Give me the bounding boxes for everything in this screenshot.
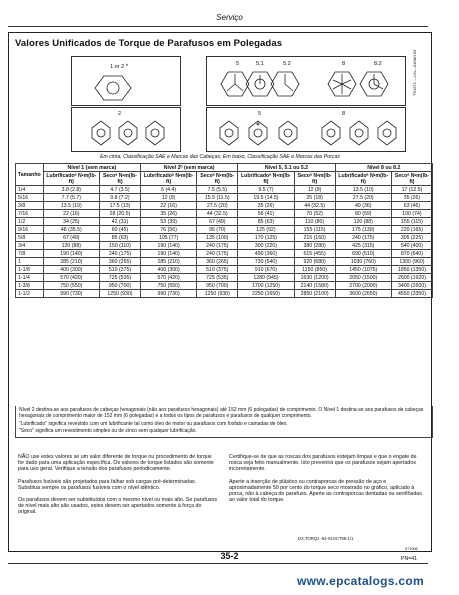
torque-cell: 27.5 (20) (335, 194, 391, 202)
watermark: www.epcatalogs.com (297, 574, 424, 588)
torque-cell: 13.5 (10) (43, 202, 99, 210)
torque-cell: 150 (110) (99, 242, 140, 250)
torque-cell: 34 (25) (43, 218, 99, 226)
torque-cell: 27.5 (20) (197, 202, 238, 210)
torque-cell: 76 (56) (140, 226, 196, 234)
table-row (16, 242, 433, 250)
body-paragraph: Aperte a inserção de plástico ou contraporcas de pressão de aço e aproximadamente 50 por cento do torque seco mostrado no gráfico, aplicado à porca, não à cabeça do parafuso. Aperte as contraporcas dentadas ou serrilhadas ao valor total do torque. (229, 478, 422, 504)
torque-cell: 35 (26) (140, 210, 196, 218)
torque-table (15, 163, 433, 298)
body-paragraph: Certifique-se de que as roscas dos parafusos estejam limpas e que o engate de rosca seja feito manualmente. Isto prevenirá que os parafusos sejam apertados incorretamente. (229, 454, 417, 473)
table-notes (15, 406, 433, 438)
torque-cell: 425 (315) (335, 242, 391, 250)
torque-cell: 35 (26) (391, 194, 432, 202)
table-row (16, 226, 433, 234)
torque-cell: 950 (700) (99, 282, 140, 290)
bolt-and-nut-illustrations (0, 0, 459, 160)
torque-table-body (16, 186, 433, 298)
sub-header: Secoᵃ N•m(lb-ft) (99, 172, 140, 186)
size-cell: 9/16 (16, 226, 44, 234)
torque-cell: 15.5 (11.5) (197, 194, 238, 202)
sub-header: Lubrificadoᵃ N•m(lb-ft) (238, 172, 294, 186)
sub-header: Lubrificadoᵃ N•m(lb-ft) (335, 172, 391, 186)
torque-cell: 9.5 (7) (238, 186, 294, 194)
torque-cell: 950 (700) (197, 282, 238, 290)
torque-cell: 85 (63) (99, 234, 140, 242)
torque-cell: 170 (125) (238, 234, 294, 242)
size-cell: 3/8 (16, 202, 44, 210)
torque-cell: 120 (88) (43, 242, 99, 250)
hex-head-grade-1-2-icon (95, 76, 131, 100)
torque-cell: 70 (52) (294, 210, 335, 218)
torque-cell: 120 (88) (335, 218, 391, 226)
torque-cell: 110 (80) (294, 218, 335, 226)
size-cell: 1/4 (16, 186, 44, 194)
grade-header: Nível 2ᵇ (sem marca) (140, 164, 237, 172)
torque-cell: 22 (16) (43, 210, 99, 218)
torque-cell: 35 (26) (238, 202, 294, 210)
size-cell: 1-1/8 (16, 266, 44, 274)
torque-cell: 570 (420) (140, 274, 196, 282)
torque-cell: 725 (535) (197, 274, 238, 282)
torque-cell: 4550 (3350) (391, 290, 432, 298)
torque-cell: 13.5 (10) (335, 186, 391, 194)
size-cell: 3/4 (16, 242, 44, 250)
torque-cell: 360 (265) (197, 258, 238, 266)
body-paragraph: Os parafusos devem ser substituídos com o mesmo nível ou mais alto. Se parafusos de nível mais alto são usados, estes devem ser apertados somente à força do original. (18, 497, 218, 516)
torque-cell: 12 (9) (294, 186, 335, 194)
table-row (16, 234, 433, 242)
torque-cell: 80 (59) (335, 210, 391, 218)
table-header-row-grades (16, 164, 433, 172)
torque-cell: 570 (420) (43, 274, 99, 282)
torque-cell: 1630 (1200) (294, 274, 335, 282)
torque-cell: 155 (115) (294, 226, 335, 234)
table-row (16, 210, 433, 218)
torque-cell: 17 (12.5) (391, 186, 432, 194)
torque-cell: 380 (280) (294, 242, 335, 250)
torque-cell: 22 (16) (140, 202, 196, 210)
torque-cell: 19.5 (14.5) (238, 194, 294, 202)
note-dry: "Seco" significa um revestimento simples ou de zinco sem qualquer lubrificação. (19, 428, 197, 434)
torque-cell: 300 (220) (238, 242, 294, 250)
nut-grade-2-icon-a (92, 121, 110, 145)
torque-cell: 2050 (1500) (335, 274, 391, 282)
table-row (16, 218, 433, 226)
torque-cell: 2600 (1920) (391, 274, 432, 282)
torque-cell: 1250 (930) (99, 290, 140, 298)
torque-cell: 63 (46) (391, 202, 432, 210)
torque-cell: 7.5 (5.5) (197, 186, 238, 194)
note-grade: Nível 2 destina-se aos parafusos de cabeças hexagonais (não aos parafusos hexagonais) até 152 mm (6 polegadas) de comprimento. O Nível 1 destina-se aos parafusos de cabeças hexagonais de comprimento maior de 152 mm (6 polegadas) e a todos os tipos de parafusos e parafusos de qualquer comprimento. (19, 407, 424, 419)
torque-cell: 870 (640) (391, 250, 432, 258)
torque-cell: 95 (70) (197, 226, 238, 234)
torque-cell: 53 (39) (140, 218, 196, 226)
nut-grade-5-icon-a (220, 121, 238, 145)
torque-cell: 1030 (760) (335, 258, 391, 266)
nut-grade-2-label: 2 (118, 111, 122, 117)
torque-cell: 400 (300) (140, 266, 196, 274)
torque-cell: 12 (9) (140, 194, 196, 202)
document-code: DX,TORQ1 -54-01OCT99-1/1 (298, 536, 354, 541)
date-code: 071906 (405, 547, 418, 551)
torque-cell: 615 (455) (294, 250, 335, 258)
note-lubricated: "Lubrificado" significa revestido com um lubrificante tal como óleo de motor ou parafusos com fosfato e camadas de óleo. (19, 420, 288, 427)
body-left-column (18, 454, 218, 522)
figure-reference-code: TS1671 —UN—01MAY03 (412, 49, 417, 96)
torque-cell: 1700 (1250) (238, 282, 294, 290)
torque-cell: 28 (20.5) (99, 210, 140, 218)
torque-cell: 1450 (1075) (335, 266, 391, 274)
table-row (16, 258, 433, 266)
nut-grade-2-icon-b (119, 121, 137, 145)
table-row (16, 194, 433, 202)
torque-cell: 44 (32.5) (197, 210, 238, 218)
nut-grade-8-label: 8 (342, 111, 346, 117)
torque-cell: 725 (535) (99, 274, 140, 282)
table-row (16, 266, 433, 274)
torque-cell: 285 (210) (43, 258, 99, 266)
torque-cell: 6 (4.4) (140, 186, 196, 194)
table-header-row-conditions (16, 172, 433, 186)
grade-5-2-label: 5.2 (283, 61, 291, 67)
torque-cell: 100 (74) (391, 210, 432, 218)
sub-header: Secoᵃ N•m(lb-ft) (294, 172, 335, 186)
torque-cell: 2700 (2000) (335, 282, 391, 290)
grade-footnote-mark: b (126, 62, 129, 67)
nut-grade-8-icon-b (350, 121, 368, 145)
torque-cell: 750 (550) (43, 282, 99, 290)
table-row (16, 274, 433, 282)
torque-cell: 190 (140) (140, 242, 196, 250)
size-cell: 1/2 (16, 218, 44, 226)
torque-cell: 2140 (1580) (294, 282, 335, 290)
grade-header: Nível 8 ou 8.2 (335, 164, 432, 172)
torque-cell: 49 (36) (335, 202, 391, 210)
torque-cell: 540 (400) (391, 242, 432, 250)
torque-cell: 56 (41) (238, 210, 294, 218)
torque-cell: 360 (265) (99, 258, 140, 266)
size-cell: 1-1/2 (16, 290, 44, 298)
torque-cell: 3600 (2650) (335, 290, 391, 298)
torque-cell: 920 (680) (294, 258, 335, 266)
torque-cell: 3400 (2500) (391, 282, 432, 290)
torque-cell: 9.8 (7.2) (99, 194, 140, 202)
body-paragraph: NÃO use estes valores se um valor diferente de torque ou procedimento de torque for dado para uma aplicação específica. Os valores de torque listados são somente para uso geral. Verifique a tensão dos parafusos periodicamente. (18, 454, 214, 473)
torque-cell: 910 (670) (238, 266, 294, 274)
nut-grade-5-label: 5 (258, 111, 262, 117)
sub-header: Lubrificadoᵃ N•m(lb-ft) (140, 172, 196, 186)
size-cell: 7/16 (16, 210, 44, 218)
torque-cell: 2850 (2100) (294, 290, 335, 298)
torque-cell: 400 (300) (43, 266, 99, 274)
torque-cell: 1250 (930) (197, 290, 238, 298)
torque-cell: 17.5 (13) (99, 202, 140, 210)
torque-cell: 1280 (945) (238, 274, 294, 282)
grade-8-2-label: 8.2 (374, 61, 382, 67)
torque-cell: 490 (360) (238, 250, 294, 258)
grade-header: Nível 5, 5.1 ou 5.2 (238, 164, 335, 172)
page-reference: PN=41 (401, 556, 418, 562)
body-right-column (229, 454, 429, 509)
nut-grade-5-icon-b (249, 121, 267, 145)
torque-cell: 7.7 (5.7) (43, 194, 99, 202)
nut-grade-5-icon-c (279, 121, 297, 145)
table-row (16, 282, 433, 290)
torque-cell: 4.7 (3.5) (99, 186, 140, 194)
size-cell: 1-3/8 (16, 282, 44, 290)
torque-cell: 190 (140) (43, 250, 99, 258)
body-paragraph: Parafusos fusíveis são projetados para falhar sob cargas pré-determinadas. Substitua sempre os parafusos fusíveis com o nível idêntico. (18, 478, 197, 491)
page-header-title: Serviço (216, 13, 243, 22)
torque-cell: 155 (115) (391, 218, 432, 226)
torque-cell: 220 (165) (391, 226, 432, 234)
torque-cell: 690 (510) (335, 250, 391, 258)
torque-cell: 1150 (850) (294, 266, 335, 274)
sub-header: Secoᵃ N•m(lb-ft) (391, 172, 432, 186)
torque-cell: 85 (63) (238, 218, 294, 226)
footer-divider (8, 563, 428, 564)
torque-cell: 48 (35.5) (43, 226, 99, 234)
torque-cell: 1850 (1350) (391, 266, 432, 274)
torque-cell: 105 (77) (140, 234, 196, 242)
torque-cell: 215 (160) (294, 234, 335, 242)
torque-cell: 240 (175) (335, 234, 391, 242)
torque-cell: 2250 (1650) (238, 290, 294, 298)
torque-cell: 67 (49) (43, 234, 99, 242)
torque-cell: 42 (31) (99, 218, 140, 226)
size-cell: 5/16 (16, 194, 44, 202)
table-row (16, 186, 433, 194)
table-row (16, 202, 433, 210)
torque-cell: 510 (375) (197, 266, 238, 274)
torque-cell: 44 (32.5) (294, 202, 335, 210)
torque-cell: 240 (175) (197, 250, 238, 258)
sub-header: Lubrificadoᵃ N•m(lb-ft) (43, 172, 99, 186)
nut-grade-8-icon-c (378, 121, 396, 145)
torque-cell: 175 (130) (335, 226, 391, 234)
torque-cell: 240 (175) (99, 250, 140, 258)
nut-grade-8-icon-a (322, 121, 340, 145)
nut-grade-2-icon-c (146, 121, 164, 145)
size-cell: 1 (16, 258, 44, 266)
torque-cell: 305 (225) (391, 234, 432, 242)
grade-5-label: 5 (236, 61, 240, 67)
grade-header: Nível 1 (sem marca) (43, 164, 140, 172)
torque-cell: 990 (730) (43, 290, 99, 298)
torque-cell: 990 (730) (140, 290, 196, 298)
torque-cell: 1300 (960) (391, 258, 432, 266)
grade-5-1-label: 5.1 (256, 61, 264, 67)
torque-cell: 240 (175) (197, 242, 238, 250)
size-cell: 5/8 (16, 234, 44, 242)
table-row (16, 290, 433, 298)
torque-cell: 730 (540) (238, 258, 294, 266)
size-cell: 1-1/4 (16, 274, 44, 282)
torque-cell: 510 (375) (99, 266, 140, 274)
sub-header: Secoᵃ N•m(lb-ft) (197, 172, 238, 186)
torque-cell: 285 (210) (140, 258, 196, 266)
torque-cell: 25 (18) (294, 194, 335, 202)
size-cell: 7/8 (16, 250, 44, 258)
grade-8-label: 8 (342, 61, 346, 67)
torque-cell: 190 (140) (140, 250, 196, 258)
torque-cell: 135 (100) (197, 234, 238, 242)
torque-cell: 125 (92) (238, 226, 294, 234)
figure-caption: Em cima, Classificação SAE e Marcas das Cabeças; Em baixo, Classificação SAE e Marcas das Porcas (100, 154, 340, 160)
torque-cell: 750 (550) (140, 282, 196, 290)
torque-cell: 60 (45) (99, 226, 140, 234)
page-number: 35-2 (220, 551, 239, 561)
size-column-header: Tamanho (16, 164, 44, 186)
torque-cell: 67 (49) (197, 218, 238, 226)
torque-cell: 3.8 (2.8) (43, 186, 99, 194)
grade-1-or-2-label: 1 or 2 (110, 64, 125, 70)
section-title: Valores Unificados de Torque de Parafusos em Polegadas (15, 38, 283, 49)
table-row (16, 250, 433, 258)
